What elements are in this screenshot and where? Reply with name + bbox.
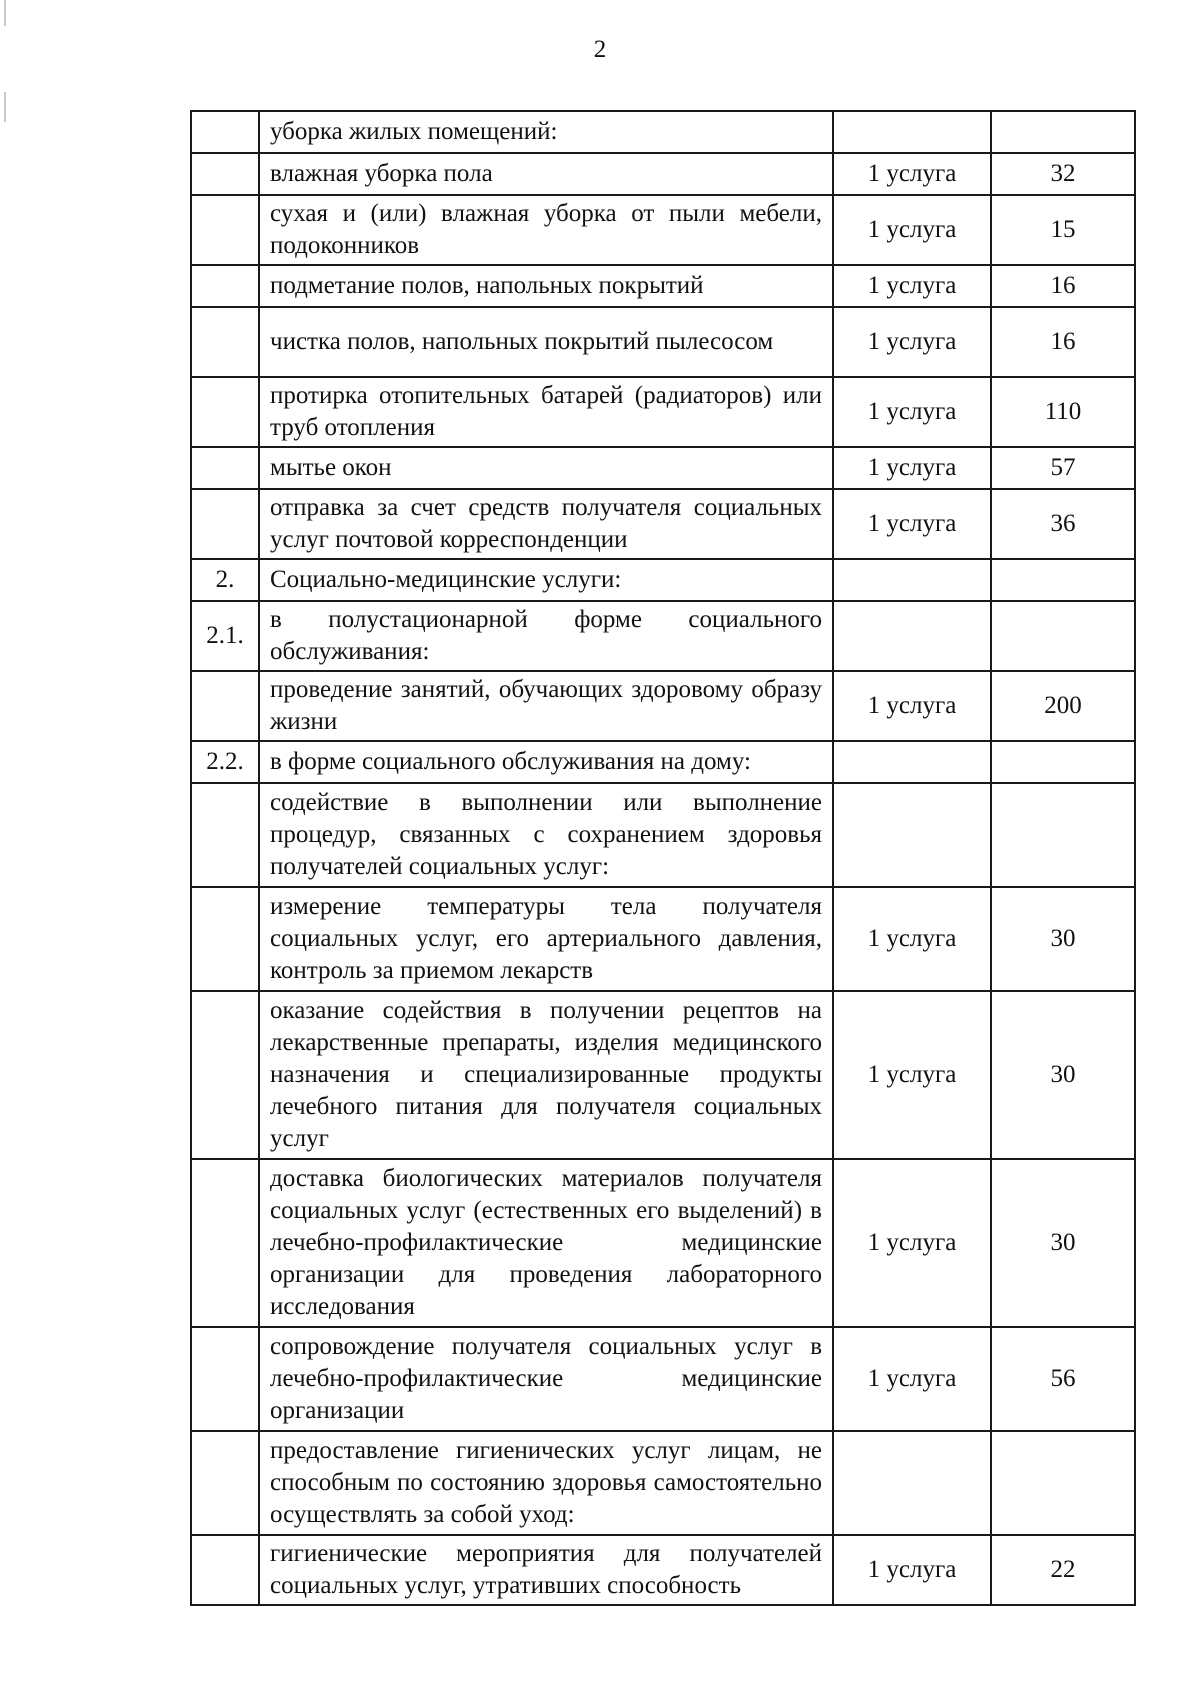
row-number-cell <box>191 1535 259 1605</box>
table-row <box>191 783 1135 887</box>
service-name-cell: отправка за счет средств получателя социальных услуг почтовой корреспонденции <box>259 489 833 559</box>
table-row <box>191 1535 1135 1605</box>
row-number-cell <box>191 447 259 489</box>
value-cell <box>991 601 1135 671</box>
value-cell: 32 <box>991 153 1135 195</box>
unit-cell: 1 услуга <box>833 671 991 741</box>
service-name-cell: протирка отопительных батарей (радиаторов) или труб отопления <box>259 377 833 447</box>
unit-cell: 1 услуга <box>833 489 991 559</box>
row-number-cell <box>191 153 259 195</box>
value-cell: 16 <box>991 265 1135 307</box>
service-name-cell: чистка полов, напольных покрытий пылесосом <box>259 307 833 377</box>
service-name-cell: доставка биологических материалов получателя социальных услуг (естественных его выделений) в лечебно-профилактические медицинские организации для проведения лабораторного исследования <box>259 1159 833 1327</box>
row-number-cell <box>191 671 259 741</box>
service-name-cell: Социально-медицинские услуги: <box>259 559 833 601</box>
row-number-cell <box>191 111 259 153</box>
table-row <box>191 153 1135 195</box>
unit-cell: 1 услуга <box>833 991 991 1159</box>
services-tariff-table <box>190 110 1136 1606</box>
table-row <box>191 447 1135 489</box>
unit-cell: 1 услуга <box>833 377 991 447</box>
row-number-cell <box>191 1431 259 1535</box>
table-row <box>191 559 1135 601</box>
value-cell: 56 <box>991 1327 1135 1431</box>
table-row <box>191 741 1135 783</box>
value-cell <box>991 559 1135 601</box>
value-cell <box>991 783 1135 887</box>
unit-cell <box>833 1431 991 1535</box>
value-cell: 30 <box>991 991 1135 1159</box>
service-name-cell: оказание содействия в получении рецептов на лекарственные препараты, изделия медицинского назначения и специализированные продукты лечебного питания для получателя социальных услуг <box>259 991 833 1159</box>
table-row <box>191 307 1135 377</box>
table-body <box>191 111 1135 1605</box>
table-row <box>191 195 1135 265</box>
service-name-cell: предоставление гигиенических услуг лицам, не способным по состоянию здоровья самостоятельно осуществлять за собой уход: <box>259 1431 833 1535</box>
row-number-cell <box>191 991 259 1159</box>
unit-cell: 1 услуга <box>833 447 991 489</box>
row-number-cell: 2.1. <box>191 601 259 671</box>
unit-cell: 1 услуга <box>833 265 991 307</box>
unit-cell: 1 услуга <box>833 1327 991 1431</box>
unit-cell: 1 услуга <box>833 195 991 265</box>
table-row <box>191 1159 1135 1327</box>
row-number-cell <box>191 1327 259 1431</box>
unit-cell <box>833 601 991 671</box>
service-name-cell: мытье окон <box>259 447 833 489</box>
row-number-cell <box>191 307 259 377</box>
value-cell <box>991 741 1135 783</box>
table-row <box>191 111 1135 153</box>
table-row <box>191 991 1135 1159</box>
service-name-cell: в форме социального обслуживания на дому: <box>259 741 833 783</box>
unit-cell <box>833 559 991 601</box>
row-number-cell: 2. <box>191 559 259 601</box>
service-name-cell: в полустационарной форме социального обслуживания: <box>259 601 833 671</box>
unit-cell: 1 услуга <box>833 887 991 991</box>
service-name-cell: измерение температуры тела получателя социальных услуг, его артериального давления, контроль за приемом лекарств <box>259 887 833 991</box>
table-row <box>191 489 1135 559</box>
scan-artifact-line <box>4 0 6 26</box>
table-row <box>191 671 1135 741</box>
service-name-cell: проведение занятий, обучающих здоровому образу жизни <box>259 671 833 741</box>
row-number-cell <box>191 887 259 991</box>
value-cell: 22 <box>991 1535 1135 1605</box>
table-row <box>191 377 1135 447</box>
row-number-cell <box>191 783 259 887</box>
value-cell: 57 <box>991 447 1135 489</box>
service-name-cell: влажная уборка пола <box>259 153 833 195</box>
value-cell <box>991 111 1135 153</box>
row-number-cell <box>191 265 259 307</box>
table-row <box>191 265 1135 307</box>
value-cell <box>991 1431 1135 1535</box>
service-name-cell: гигиенические мероприятия для получателей социальных услуг, утративших способность <box>259 1535 833 1605</box>
table-row <box>191 887 1135 991</box>
service-name-cell: уборка жилых помещений: <box>259 111 833 153</box>
unit-cell: 1 услуга <box>833 1535 991 1605</box>
row-number-cell <box>191 1159 259 1327</box>
value-cell: 16 <box>991 307 1135 377</box>
value-cell: 200 <box>991 671 1135 741</box>
table-row <box>191 1431 1135 1535</box>
table-row <box>191 1327 1135 1431</box>
row-number-cell <box>191 377 259 447</box>
service-name-cell: подметание полов, напольных покрытий <box>259 265 833 307</box>
service-name-cell: сопровождение получателя социальных услуг в лечебно-профилактические медицинские организации <box>259 1327 833 1431</box>
unit-cell <box>833 111 991 153</box>
service-name-cell: сухая и (или) влажная уборка от пыли мебели, подоконников <box>259 195 833 265</box>
row-number-cell <box>191 489 259 559</box>
row-number-cell: 2.2. <box>191 741 259 783</box>
value-cell: 15 <box>991 195 1135 265</box>
value-cell: 110 <box>991 377 1135 447</box>
unit-cell: 1 услуга <box>833 307 991 377</box>
table-row <box>191 601 1135 671</box>
value-cell: 30 <box>991 887 1135 991</box>
unit-cell: 1 услуга <box>833 1159 991 1327</box>
row-number-cell <box>191 195 259 265</box>
value-cell: 30 <box>991 1159 1135 1327</box>
scan-artifact-line <box>4 92 6 122</box>
page-number: 2 <box>593 36 607 63</box>
service-name-cell: содействие в выполнении или выполнение процедур, связанных с сохранением здоровья получателей социальных услуг: <box>259 783 833 887</box>
unit-cell: 1 услуга <box>833 153 991 195</box>
value-cell: 36 <box>991 489 1135 559</box>
unit-cell <box>833 741 991 783</box>
unit-cell <box>833 783 991 887</box>
